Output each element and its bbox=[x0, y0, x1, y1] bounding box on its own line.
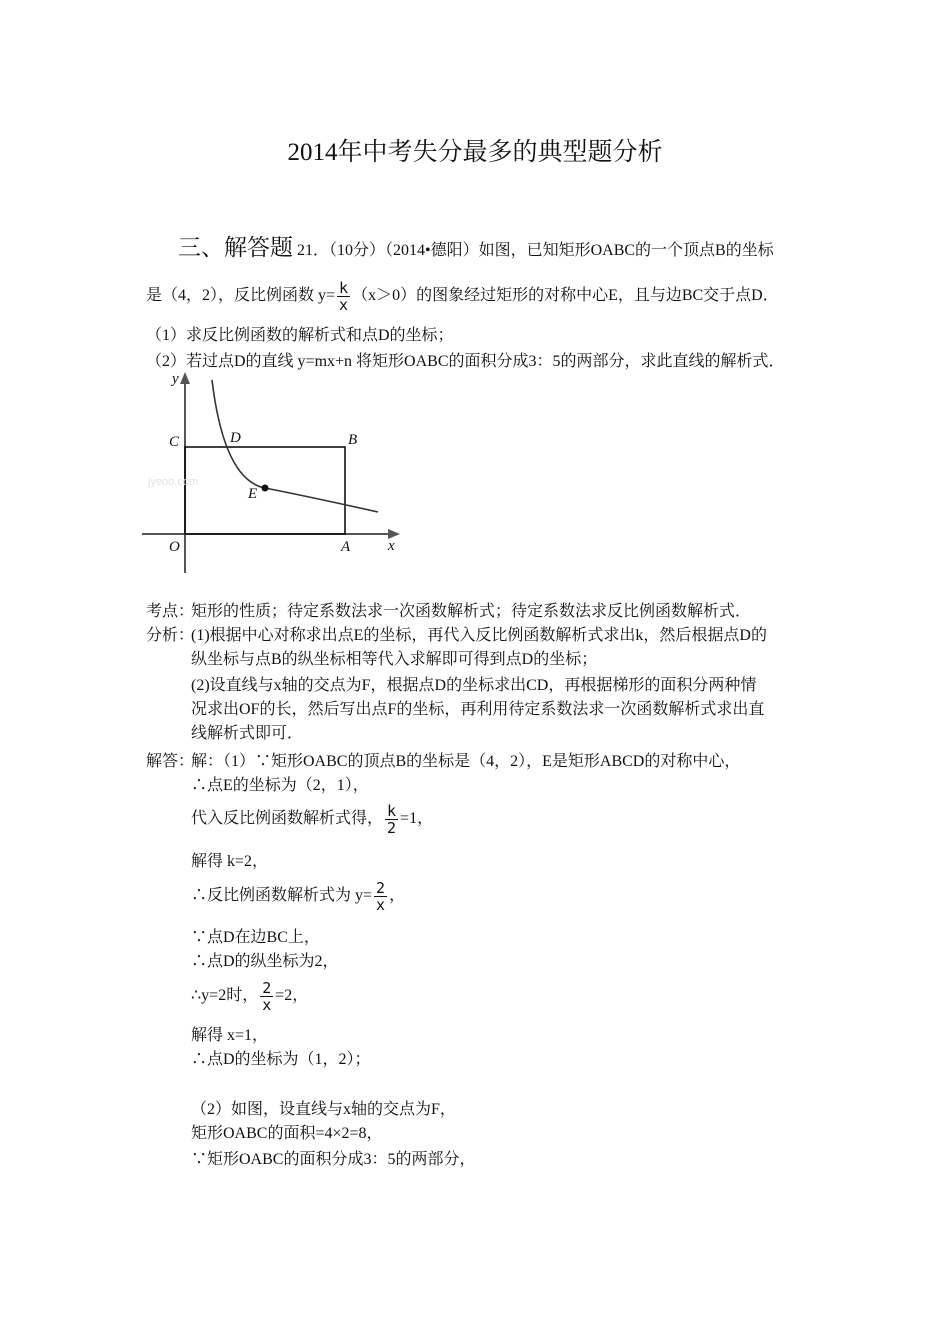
question-line-2 bbox=[146, 280, 779, 313]
solution-text: ， bbox=[389, 887, 406, 905]
label-b: B bbox=[348, 432, 358, 448]
page-title: 2014年中考失分最多的典型题分析 bbox=[287, 139, 663, 166]
solution-text: ∴反比例函数解析式为 y= bbox=[191, 887, 373, 905]
solution-line: 矩形OABC的面积=4×2=8， bbox=[191, 1125, 383, 1142]
solution-line: ∴点D的坐标为（1，2）； bbox=[191, 1051, 371, 1068]
fraction-numerator: k bbox=[387, 802, 397, 820]
solution-line: ∵点D在边BC上， bbox=[191, 929, 320, 946]
fraction-k-over-x bbox=[337, 280, 350, 313]
solution-text: =2， bbox=[275, 987, 309, 1005]
solution-line: 解：（1）∵矩形OABC的顶点B的坐标是（4，2），E是矩形ABCD的对称中心， bbox=[191, 753, 741, 770]
fraction-denominator: x bbox=[339, 296, 349, 314]
label-o: O bbox=[169, 539, 180, 555]
fenxi-line: (1)根据中心对称求出点E的坐标，再代入反比例函数解析式求出k，然后根据点D的 bbox=[191, 627, 767, 644]
solution-line: 解得 x=1， bbox=[191, 1027, 269, 1044]
watermark: jyeoo.com bbox=[148, 476, 199, 488]
solution-line: 解得 k=2， bbox=[191, 853, 269, 870]
fraction-k-over-2 bbox=[385, 803, 398, 836]
fraction-numerator: k bbox=[339, 279, 349, 297]
label-a: A bbox=[341, 539, 351, 555]
solution-line: ∴点E的坐标为（2，1）， bbox=[191, 777, 369, 794]
solution-line: ∵矩形OABC的面积分成3：5的两部分， bbox=[191, 1151, 476, 1168]
fenxi-label: 分析： bbox=[146, 627, 195, 644]
kaodian-text: 矩形的性质；待定系数法求一次函数解析式；待定系数法求反比例函数解析式． bbox=[191, 603, 752, 620]
solution-line: ∴点D的纵坐标为2， bbox=[191, 953, 339, 970]
question-part-2: （2）若过点D的直线 y=mx+n 将矩形OABC的面积分成3：5的两部分，求此直线的解析式． bbox=[146, 353, 785, 370]
fraction-denominator: x bbox=[262, 996, 272, 1014]
solution-line-fraction bbox=[191, 980, 308, 1013]
question-part-1: （1）求反比例函数的解析式和点D的坐标； bbox=[146, 327, 454, 344]
label-c: C bbox=[169, 434, 180, 450]
y-axis-arrow bbox=[180, 372, 190, 384]
fraction-2-over-x bbox=[374, 880, 387, 913]
fenxi-line: (2)设直线与x轴的交点为F，根据点D的坐标求出CD，再根据梯形的面积分两种情 bbox=[191, 677, 757, 694]
fraction-denominator: x bbox=[376, 896, 386, 914]
solution-line-fraction bbox=[191, 803, 433, 836]
solution-text: ∴y=2时， bbox=[191, 987, 259, 1005]
fraction-numerator: 2 bbox=[262, 979, 272, 997]
point-e bbox=[262, 485, 269, 492]
label-e: E bbox=[248, 486, 258, 502]
fenxi-line: 纵坐标与点B的纵坐标相等代入求解即可得到点D的坐标； bbox=[191, 651, 598, 668]
solution-line-fraction bbox=[191, 880, 405, 913]
section-heading: 三、解答题 bbox=[178, 235, 293, 260]
question-line-2-a: 是（4，2），反比例函数 y= bbox=[146, 287, 336, 305]
solution-text: 代入反比例函数解析式得， bbox=[191, 810, 384, 828]
fraction-numerator: 2 bbox=[376, 879, 386, 897]
fenxi-line: 况求出OF的长，然后写出点F的坐标，再利用待定系数法求一次函数解析式求出直 bbox=[191, 701, 765, 718]
fraction-denominator: 2 bbox=[387, 819, 397, 837]
label-y: y bbox=[172, 371, 179, 387]
jieda-label: 解答： bbox=[146, 753, 195, 770]
solution-text: =1， bbox=[400, 810, 434, 828]
label-d: D bbox=[230, 430, 241, 446]
fenxi-line: 线解析式即可． bbox=[191, 725, 304, 742]
rectangle-hyperbola-figure bbox=[138, 368, 408, 578]
solution-line: （2）如图，设直线与x轴的交点为F， bbox=[191, 1101, 456, 1118]
kaodian-label: 考点： bbox=[146, 603, 195, 620]
label-x: x bbox=[388, 538, 395, 554]
question-line-2-b: （x＞0）的图象经过矩形的对称中心E，且与边BC交于点D． bbox=[352, 287, 779, 305]
question-header bbox=[178, 236, 774, 263]
question-line-1: 21．（10分）（2014•德阳）如图，已知矩形OABC的一个顶点B的坐标 bbox=[297, 242, 774, 259]
fraction-2-over-x bbox=[260, 980, 273, 1013]
